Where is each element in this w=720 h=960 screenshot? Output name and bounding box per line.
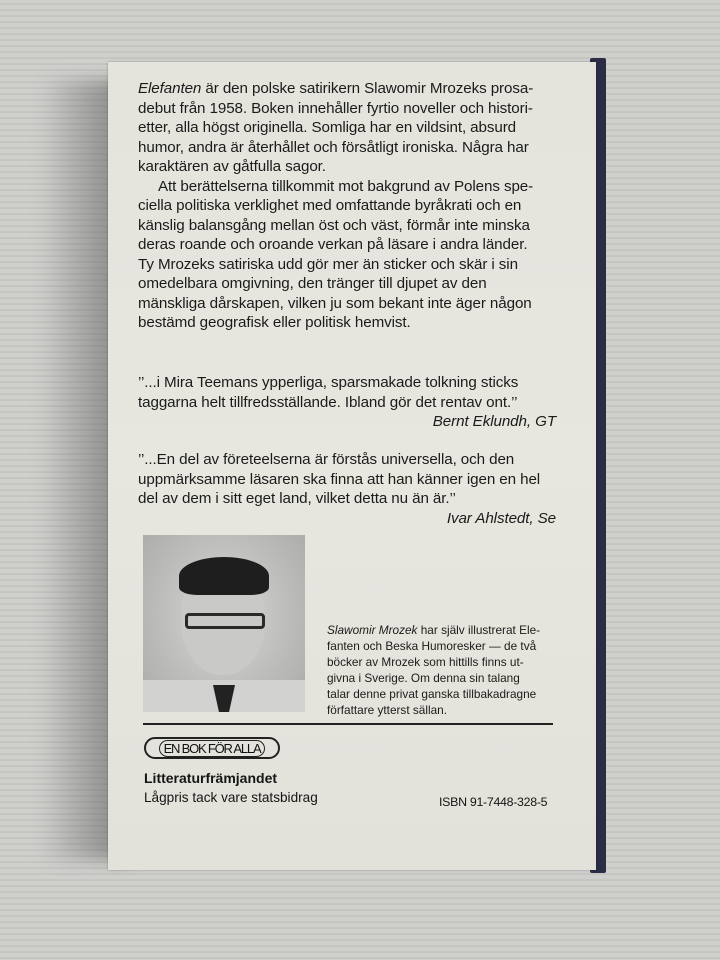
intro-line: Ty Mrozeks satiriska udd gör mer än sticker och skär i sin xyxy=(138,255,518,273)
bio-line: böcker av Mrozek som hittills finns ut- xyxy=(327,655,524,669)
book-title: Elefanten xyxy=(138,80,202,97)
intro-line: karaktären av gåtfulla sagor. xyxy=(138,158,326,175)
quote-line: uppmärksamme läsaren ska finna att han känner igen en hel xyxy=(138,470,541,488)
bio-line: givna i Sverige. Om denna sin talang xyxy=(327,671,520,685)
quote-line: ’’...En del av företeelserna är förstås universella, och den xyxy=(138,451,515,468)
intro-line: etter, alla högst originella. Somliga har en vildsint, absurd xyxy=(138,119,517,136)
divider xyxy=(143,723,553,725)
bio-line: talar denne privat ganska tillbakadragne xyxy=(327,687,537,701)
intro-line: känslig balansgång mellan öst och väst, förmår inte minska xyxy=(138,216,530,234)
intro-line: deras roande och oroande verkan på läsare i andra länder. xyxy=(138,236,528,253)
intro-line: omedelbara omgivning, den tränger till djupet av den xyxy=(138,275,487,292)
quote-attribution: Ivar Ahlstedt, Se xyxy=(446,509,556,527)
quote-line: taggarna helt tillfredsställande. Ibland gör det rentav ont.’’ xyxy=(138,393,518,411)
bio-line xyxy=(327,623,540,637)
publisher-name: Litteraturfrämjandet xyxy=(144,770,278,786)
intro-line: mänskliga dårskapen, vilken ju som bekant inte äger någon xyxy=(138,294,532,312)
intro-line: bestämd geografisk eller politisk hemvist. xyxy=(138,314,411,331)
isbn: ISBN 91-7448-328-5 xyxy=(439,795,548,809)
series-logo-text: EN BOK FÖR ALLA xyxy=(159,740,266,757)
book-back-cover xyxy=(108,62,596,870)
quote-line: del av dem i sitt eget land, vilket detta nu än är.’’ xyxy=(138,490,456,507)
bio-line: författare ytterst sällan. xyxy=(327,703,447,717)
quote-attribution: Bernt Eklundh, GT xyxy=(432,413,556,430)
author-name: Slawomir Mrozek xyxy=(327,623,418,637)
bio-line: fanten och Beska Humoresker — de två xyxy=(327,639,537,653)
publisher-tagline: Lågpris tack vare statsbidrag xyxy=(144,790,318,805)
intro-line: Att berättelserna tillkommit mot bakgrund av Polens spe- xyxy=(158,177,534,195)
bio-text: har själv illustrerat Ele- xyxy=(417,623,541,637)
quote-line: ’’...i Mira Teemans ypperliga, sparsmakade tolkning sticks xyxy=(138,374,519,391)
intro-line: ciella politiska verklighet med omfattande byråkrati och en xyxy=(138,197,522,214)
intro-line: debut från 1958. Boken innehåller fyrtio noveller och histori- xyxy=(138,99,533,117)
intro-text: är den polske satirikern Slawomir Mrozeks prosa- xyxy=(201,80,534,97)
intro-line xyxy=(138,80,533,97)
series-logo xyxy=(144,737,280,759)
intro-line: humor, andra är återhållet och försåtligt ironiska. Några har xyxy=(138,138,529,156)
author-photo xyxy=(143,535,305,712)
